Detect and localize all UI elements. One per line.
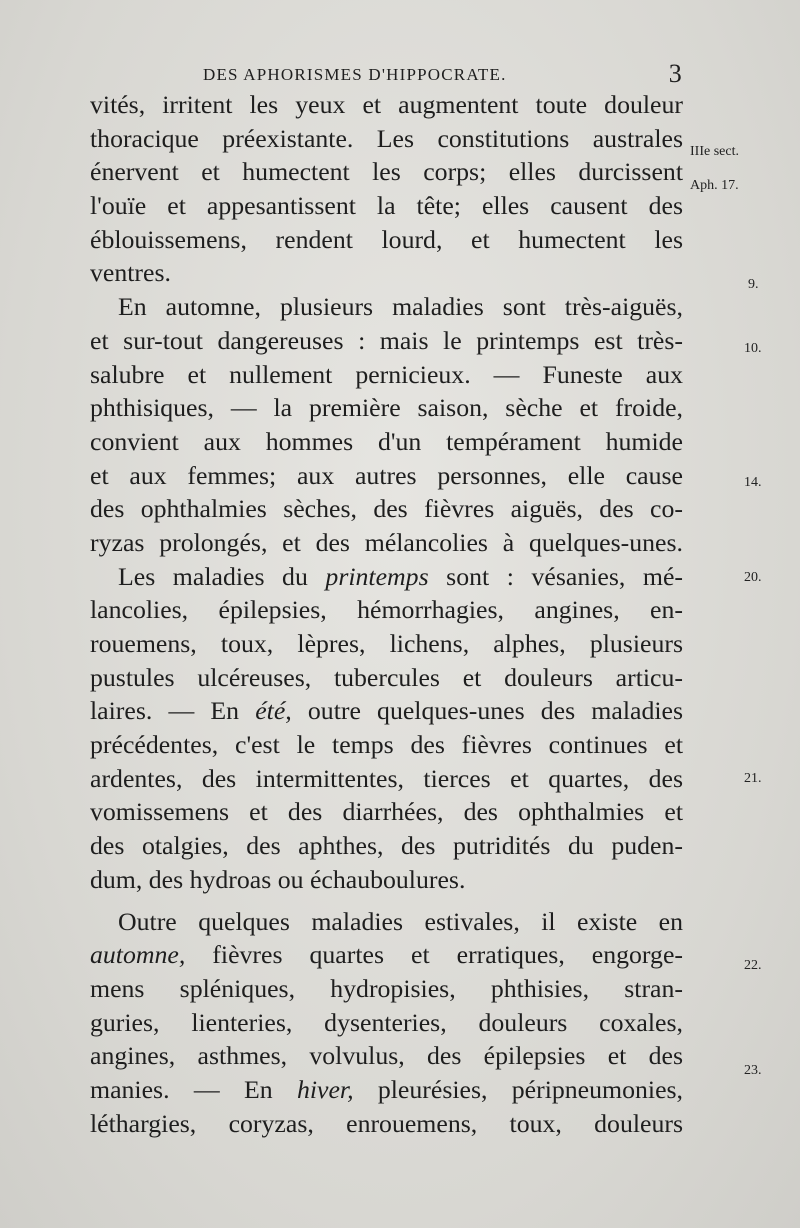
running-title: DES APHORISMES D'HIPPOCRATE. [203,65,507,84]
text-line: En automne, plusieurs maladies sont très-aiguës, [118,292,683,322]
text-line [90,938,683,972]
text-line: l'ouïe et appesantissent la tête; elles causent des [90,191,683,221]
text-line [90,1073,683,1107]
text-line: vomissemens et des diarrhées, des ophthalmies et [90,797,683,827]
margin-note-number: 23. [744,1063,762,1078]
text-line: ryzas prolongés, et des mélancolies à quelques-unes. [90,527,683,557]
text-line [90,694,683,728]
text-line: des otalgies, des aphthes, des putridités du puden- [90,831,683,861]
page-number: 3 [668,59,683,88]
text-line: ardentes, des intermittentes, tierces et quartes, des [90,763,683,793]
text-line: précédentes, c'est le temps des fièvres continues et [90,730,683,760]
text-line: rouemens, toux, lèpres, lichens, alphes, plusieurs [90,629,683,658]
text-line: dum, des hydroas ou échauboulures. [90,864,466,894]
margin-note-number: 21. [744,771,762,786]
text-line: salubre et nullement pernicieux. — Funeste aux [90,359,683,389]
margin-note-aphorism: Aph. 17. [690,178,739,193]
italic-run: hiver, [296,1074,354,1104]
text-line: phthisiques, — la première saison, sèche et froide, [90,393,683,423]
text-run: fièvres quartes et erratiques, engorge- [185,940,683,970]
text-line: et sur-tout dangereuses : mais le printemps est très- [90,325,683,355]
text-line: angines, asthmes, volvulus, des épilepsies et des [90,1041,683,1071]
text-line: lancolies, épilepsies, hémorrhagies, angines, en- [90,595,683,625]
text-line: thoracique préexistante. Les constitutions australes [90,123,683,153]
text-run: sont : vésanies, mé- [428,561,683,591]
text-line [90,560,683,594]
text-line: mens spléniques, hydropisies, phthisies, stran- [90,973,683,1003]
text-run: outre quelques-unes des maladies [291,696,683,726]
margin-note-number: 14. [744,475,762,490]
italic-run: automne, [90,940,186,970]
margin-note-number: 20. [744,570,762,585]
text-line: ventres. [90,258,171,288]
text-line: pustules ulcéreuses, tubercules et douleurs articu- [90,662,683,692]
text-line: léthargies, coryzas, enrouemens, toux, douleurs [90,1108,683,1138]
text-run: laires. — En [90,696,256,726]
text-line: éblouissemens, rendent lourd, et humectent les [90,224,683,254]
italic-run: printemps [325,561,429,591]
margin-note-number: 22. [744,958,762,973]
text-run: manies. — En [90,1074,297,1104]
text-line: vités, irritent les yeux et augmentent toute douleur [90,90,683,119]
text-line: des ophthalmies sèches, des fièvres aiguës, des co- [90,494,683,524]
text-line: et aux femmes; aux autres personnes, elle cause [90,460,683,490]
text-run: Les maladies du [118,561,326,591]
italic-run: été, [255,696,292,726]
page-body [90,88,683,1140]
text-line: Outre quelques maladies estivales, il existe en [118,906,683,936]
text-line: convient aux hommes d'un tempérament humide [90,426,683,456]
text-line: guries, lienteries, dysenteries, douleurs coxales, [90,1007,683,1037]
text-line: énervent et humectent les corps; elles durcissent [90,157,683,187]
text-run: pleurésies, péripneumonies, [353,1074,684,1104]
margin-note-number: 9. [748,277,759,292]
margin-note-number: 10. [744,341,762,356]
margin-note-section: IIIe sect. [690,144,739,159]
